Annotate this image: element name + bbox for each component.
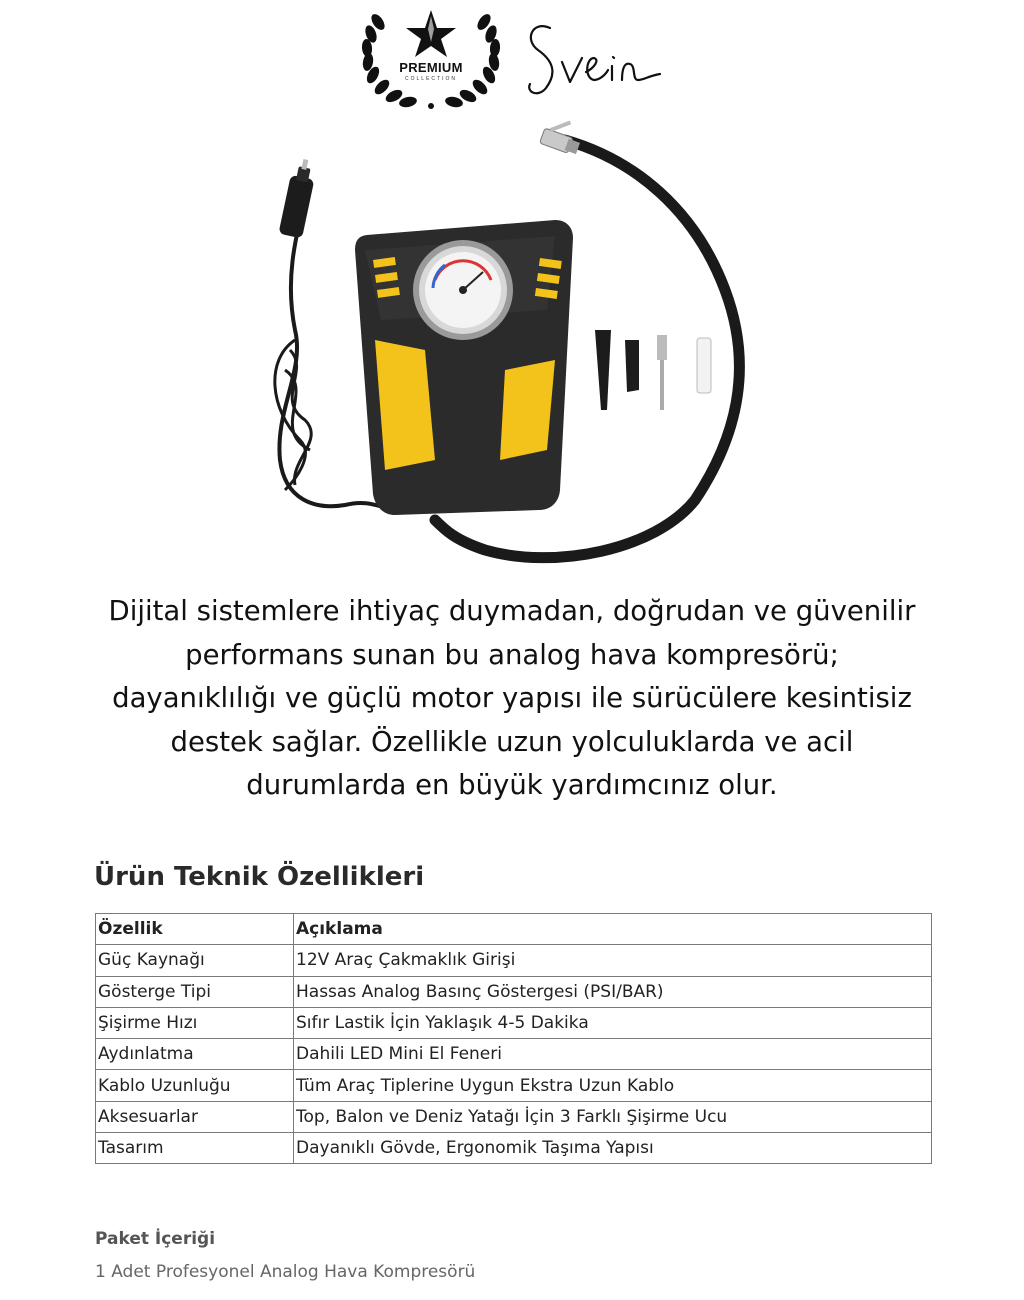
spec-feature-cell: Tasarım — [96, 1133, 294, 1164]
package-contents-item: 1 Adet Profesyonel Analog Hava Kompresörü — [95, 1262, 476, 1282]
spec-table-header — [96, 914, 932, 945]
spec-table — [95, 913, 932, 1164]
brand-header — [0, 0, 1024, 115]
spec-header-feature: Özellik — [96, 914, 294, 945]
spec-value-cell: Tüm Araç Tiplerine Uygun Ekstra Uzun Kablo — [294, 1070, 932, 1101]
svein-signature-logo — [522, 10, 672, 105]
product-description: Dijital sistemlere ihtiyaç duymadan, doğrudan ve güvenilir performans sunan bu analog hava kompresörü; dayanıklılığı ve güçlü motor yapısı ile sürücülere kesintisiz destek sağlar. Özellikle uzun yolculuklarda ve acil durumlarda en büyük yardımcınız olur. — [108, 595, 916, 801]
laurel-wreath-icon — [358, 2, 504, 110]
spec-value-cell: Dayanıklı Gövde, Ergonomik Taşıma Yapısı — [294, 1133, 932, 1164]
table-row — [96, 976, 932, 1007]
table-row — [96, 1133, 932, 1164]
spec-feature-cell: Kablo Uzunluğu — [96, 1070, 294, 1101]
spec-value-cell: Top, Balon ve Deniz Yatağı İçin 3 Farklı Şişirme Ucu — [294, 1101, 932, 1132]
spec-feature-cell: Aksesuarlar — [96, 1101, 294, 1132]
spec-value-cell: Hassas Analog Basınç Göstergesi (PSI/BAR) — [294, 976, 932, 1007]
table-row — [96, 1070, 932, 1101]
spec-section-title: Ürün Teknik Özellikleri — [94, 862, 425, 892]
table-row — [96, 1039, 932, 1070]
badge-subtitle: COLLECTION — [405, 76, 457, 82]
premium-collection-badge — [358, 2, 504, 110]
badge-title: PREMIUM — [399, 60, 463, 75]
table-row — [96, 1007, 932, 1038]
spec-feature-cell: Gösterge Tipi — [96, 976, 294, 1007]
package-contents-title: Paket İçeriği — [95, 1229, 216, 1249]
table-row — [96, 1101, 932, 1132]
spec-value-cell: Sıfır Lastik İçin Yaklaşık 4-5 Dakika — [294, 1007, 932, 1038]
spec-feature-cell: Şişirme Hızı — [96, 1007, 294, 1038]
pressure-gauge-icon — [413, 240, 513, 340]
table-row — [96, 945, 932, 976]
analog-air-compressor-image — [255, 110, 775, 580]
spec-feature-cell: Aydınlatma — [96, 1039, 294, 1070]
spec-value-cell: Dahili LED Mini El Feneri — [294, 1039, 932, 1070]
spec-value-cell: 12V Araç Çakmaklık Girişi — [294, 945, 932, 976]
spec-header-description: Açıklama — [294, 914, 932, 945]
spec-feature-cell: Güç Kaynağı — [96, 945, 294, 976]
